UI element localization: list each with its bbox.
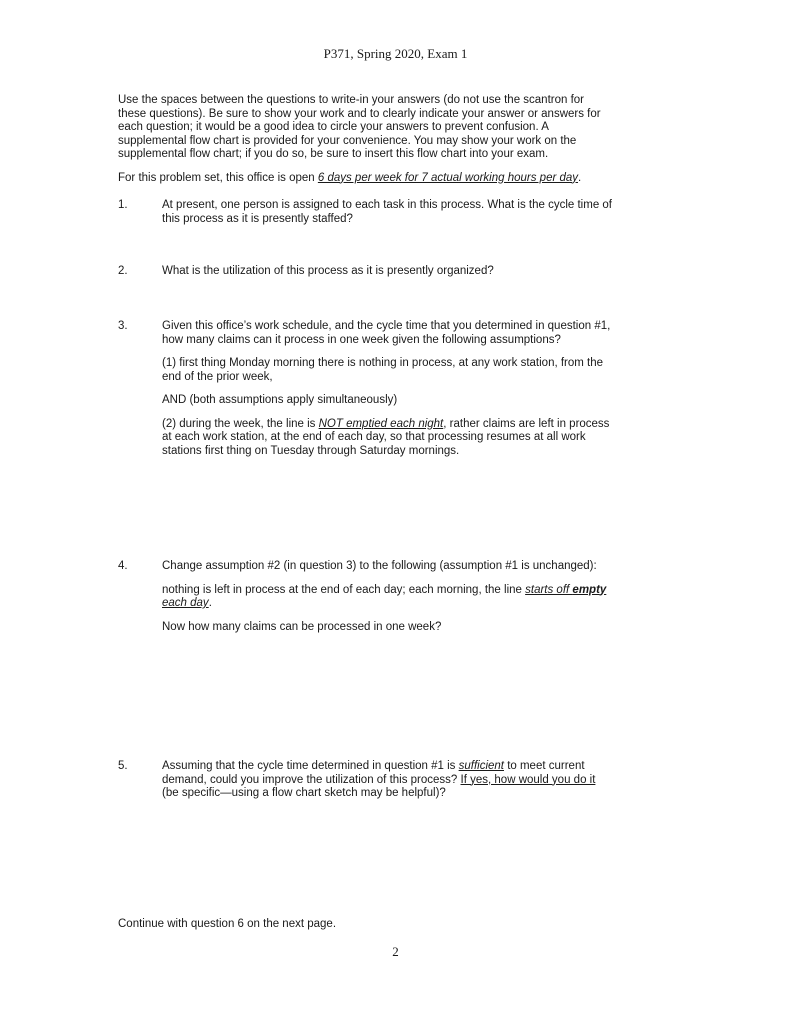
question-3	[118, 320, 688, 458]
instruction-line: supplemental flow chart is provided for your convenience. You may show your work on the	[118, 134, 577, 147]
question-number: 5.	[118, 760, 128, 772]
question-number: 3.	[118, 320, 128, 332]
question-text: Change assumption #2 (in question 3) to the following (assumption #1 is unchanged):	[162, 560, 597, 572]
question-4	[118, 560, 688, 634]
question-text: (be specific—using a flow chart sketch may be helpful)?	[162, 787, 446, 799]
question-text: What is the utilization of this process as it is presently organized?	[162, 265, 494, 277]
assumption-1: end of the prior week,	[162, 370, 273, 383]
schedule-prefix: For this problem set, this office is open	[118, 171, 318, 184]
question-text: At present, one person is assigned to each task in this process. What is the cycle time of	[162, 199, 612, 211]
instruction-line: these questions). Be sure to show your work and to clearly indicate your answer or answers for	[118, 107, 601, 120]
continue-note: Continue with question 6 on the next page.	[118, 918, 337, 930]
question-number: 1.	[118, 199, 128, 211]
instructions	[118, 94, 678, 185]
schedule-underlined: 6 days per week for 7 actual working hours per day	[317, 171, 579, 184]
assumption-1: (1) first thing Monday morning there is nothing in process, at any work station, from the	[162, 357, 604, 369]
assumption-2: at each work station, at the end of each day, so that processing resumes at all work	[162, 431, 586, 443]
question-text: Assuming that the cycle time determined in question #1 is sufficient to meet current	[162, 760, 585, 772]
assumption-2: stations first thing on Tuesday through Saturday mornings.	[162, 444, 460, 457]
question-text: each day.	[162, 597, 212, 609]
question-text: Given this office’s work schedule, and the cycle time that you determined in question #1,	[162, 320, 611, 332]
page-number: 2	[392, 944, 399, 959]
and-note: AND (both assumptions apply simultaneously)	[162, 394, 398, 406]
question-text: demand, could you improve the utilization of this process? If yes, how would you do it	[162, 773, 596, 786]
question-2	[118, 265, 688, 279]
page-header: P371, Spring 2020, Exam 1	[323, 46, 468, 61]
question-5	[118, 760, 688, 801]
question-text: this process as it is presently staffed?	[162, 212, 353, 225]
instruction-line: supplemental flow chart; if you do so, be sure to insert this flow chart into your exam.	[118, 148, 549, 160]
question-text: nothing is left in process at the end of each day; each morning, the line starts off empty	[162, 583, 607, 596]
question-text: how many claims can it process in one week given the following assumptions?	[162, 333, 561, 346]
question-number: 4.	[118, 560, 128, 572]
instruction-line: Use the spaces between the questions to write-in your answers (do not use the scantron for	[118, 94, 585, 106]
assumption-2-underlined: NOT emptied each night	[318, 417, 444, 430]
question-text: Now how many claims can be processed in one week?	[162, 620, 442, 633]
question-1	[118, 199, 688, 226]
question-number: 2.	[118, 265, 128, 277]
schedule-note: For this problem set, this office is open 6 days per week for 7 actual working hours per day.	[118, 171, 582, 184]
assumption-2: (2) during the week, the line is NOT emptied each night, rather claims are left in process	[162, 417, 610, 430]
instruction-line: each question; it would be a good idea to circle your answers to prevent confusion. A	[118, 121, 549, 133]
